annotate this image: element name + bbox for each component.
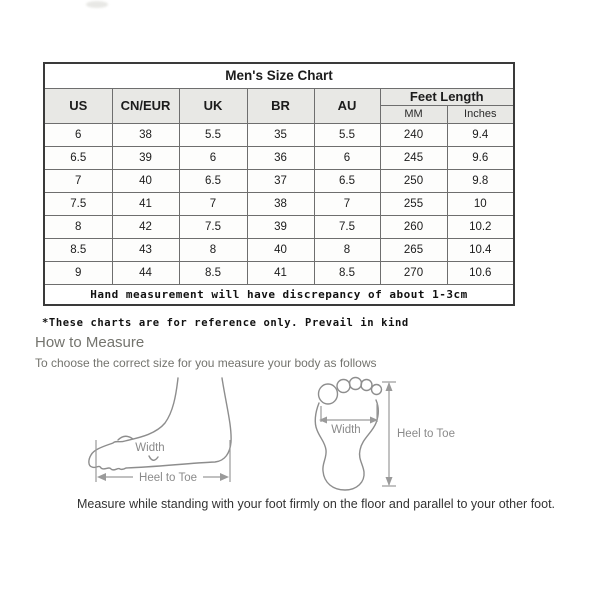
size-cell: 9.4	[447, 123, 514, 146]
big-toe-icon	[319, 384, 338, 404]
size-cell: 8.5	[179, 261, 247, 284]
table-header-row	[44, 88, 514, 105]
size-cell: 10.4	[447, 238, 514, 261]
how-to-measure-intro: To choose the correct size for you measure your body as follows	[35, 356, 377, 370]
size-cell: 35	[247, 123, 314, 146]
toe-icon	[372, 385, 382, 395]
table-row	[44, 146, 514, 169]
size-cell: 38	[112, 123, 179, 146]
arrow-left-icon	[319, 417, 327, 424]
toe-icon	[361, 380, 372, 391]
size-cell: 39	[112, 146, 179, 169]
col-header-feet-length: Feet Length	[380, 88, 514, 105]
size-cell: 6.5	[44, 146, 112, 169]
size-cell: 10.2	[447, 215, 514, 238]
size-cell: 8.5	[314, 261, 380, 284]
foot-sole-view-diagram	[310, 373, 480, 498]
size-cell: 6	[44, 123, 112, 146]
col-header-mm: MM	[380, 105, 447, 123]
size-cell: 40	[112, 169, 179, 192]
table-row	[44, 192, 514, 215]
arrow-right-icon	[220, 473, 229, 481]
size-cell: 8	[44, 215, 112, 238]
size-cell: 8	[314, 238, 380, 261]
arrow-up-icon	[386, 382, 393, 391]
size-cell: 8	[179, 238, 247, 261]
size-cell: 5.5	[314, 123, 380, 146]
size-cell: 265	[380, 238, 447, 261]
size-cell: 37	[247, 169, 314, 192]
table-footnote: Hand measurement will have discrepancy of about 1-3cm	[44, 284, 514, 305]
mens-size-chart-table	[43, 62, 515, 306]
size-cell: 270	[380, 261, 447, 284]
top-edge-artifact	[86, 1, 108, 8]
how-to-measure-heading: How to Measure	[35, 334, 145, 351]
reference-note: *These charts are for reference only. Prevail in kind	[42, 317, 409, 329]
measure-caption: Measure while standing with your foot firmly on the floor and parallel to your other foot.	[76, 497, 556, 511]
table-row	[44, 123, 514, 146]
arrow-down-icon	[386, 477, 393, 486]
size-cell: 36	[247, 146, 314, 169]
size-cell: 9.8	[447, 169, 514, 192]
col-header-uk: UK	[179, 88, 247, 123]
size-cell: 43	[112, 238, 179, 261]
col-header-inches: Inches	[447, 105, 514, 123]
toe-icon	[337, 380, 350, 393]
size-cell: 9	[44, 261, 112, 284]
size-cell: 240	[380, 123, 447, 146]
size-cell: 5.5	[179, 123, 247, 146]
sole-width-label: Width	[331, 424, 361, 436]
size-cell: 255	[380, 192, 447, 215]
table-row	[44, 238, 514, 261]
table-row	[44, 261, 514, 284]
side-heel-to-toe-label: Heel to Toe	[139, 472, 197, 484]
col-header-us: US	[44, 88, 112, 123]
col-header-au: AU	[314, 88, 380, 123]
size-cell: 260	[380, 215, 447, 238]
table-footnote-row	[44, 284, 514, 305]
size-cell: 7	[179, 192, 247, 215]
size-cell: 6	[314, 146, 380, 169]
side-width-label: Width	[135, 442, 165, 454]
size-cell: 10	[447, 192, 514, 215]
size-cell: 41	[112, 192, 179, 215]
size-cell: 7	[314, 192, 380, 215]
size-cell: 7.5	[314, 215, 380, 238]
size-cell: 6	[179, 146, 247, 169]
sole-heel-to-toe-label: Heel to Toe	[397, 428, 455, 440]
table-row	[44, 169, 514, 192]
table-title-row	[44, 63, 514, 88]
col-header-cn-eur: CN/EUR	[112, 88, 179, 123]
size-cell: 39	[247, 215, 314, 238]
table-title: Men's Size Chart	[44, 63, 514, 88]
size-cell: 40	[247, 238, 314, 261]
size-cell: 42	[112, 215, 179, 238]
foot-sole-outline	[315, 400, 378, 490]
size-cell: 8.5	[44, 238, 112, 261]
size-cell: 6.5	[179, 169, 247, 192]
foot-side-outline	[89, 378, 231, 470]
toe-icon	[350, 378, 362, 390]
foot-side-view-diagram	[85, 378, 240, 488]
size-cell: 41	[247, 261, 314, 284]
col-header-br: BR	[247, 88, 314, 123]
size-cell: 6.5	[314, 169, 380, 192]
size-cell: 9.6	[447, 146, 514, 169]
size-cell: 10.6	[447, 261, 514, 284]
table-row	[44, 215, 514, 238]
ball-width-arc	[149, 456, 158, 460]
size-cell: 245	[380, 146, 447, 169]
size-cell: 7.5	[179, 215, 247, 238]
size-cell: 44	[112, 261, 179, 284]
size-cell: 7	[44, 169, 112, 192]
size-cell: 7.5	[44, 192, 112, 215]
arrow-left-icon	[97, 473, 106, 481]
size-cell: 250	[380, 169, 447, 192]
size-cell: 38	[247, 192, 314, 215]
